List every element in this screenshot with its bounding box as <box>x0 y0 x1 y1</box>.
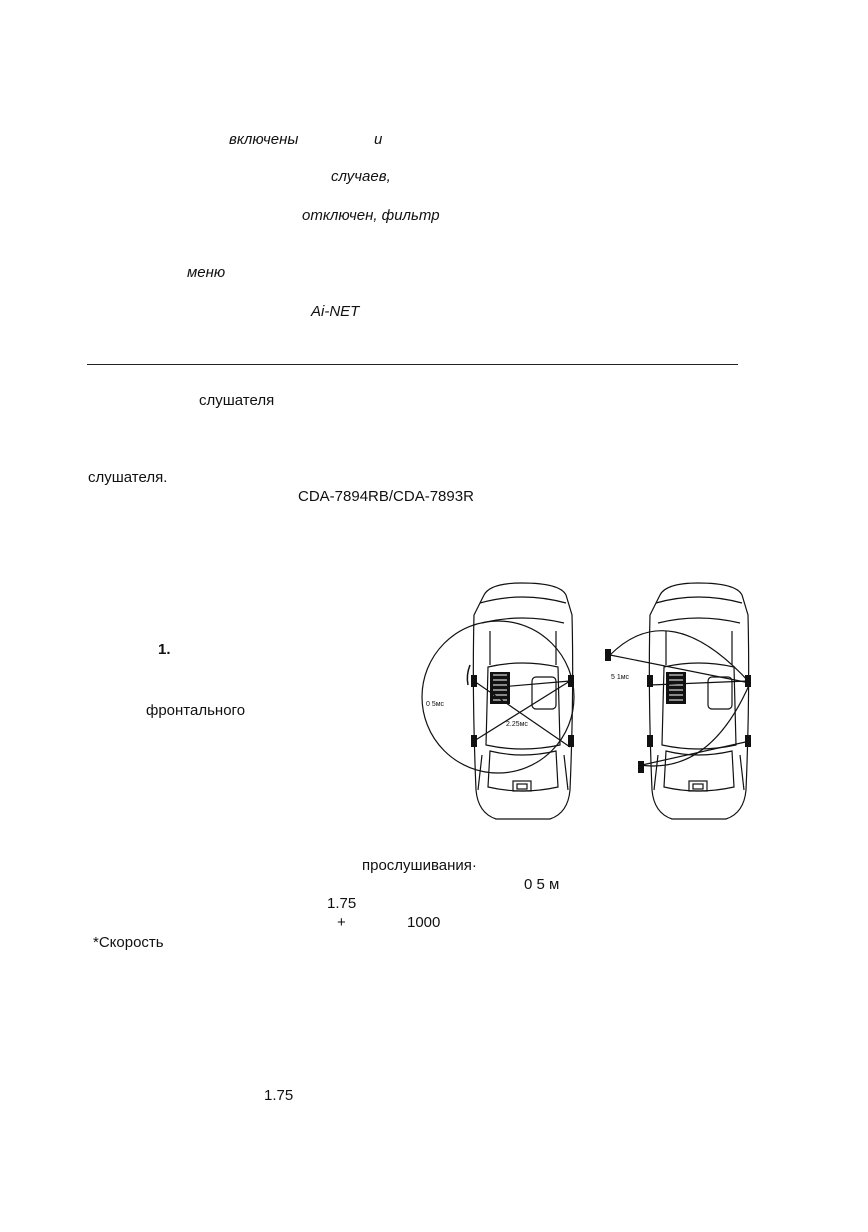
figure-label-left-2: 2.25мс <box>506 721 528 728</box>
text-vklyucheny: включены <box>229 131 299 148</box>
text-proslushivaniya: прослушивания· <box>362 857 477 874</box>
text-model-number: CDA-7894RB/CDA-7893R <box>298 488 474 505</box>
text-1000: 1000 <box>407 914 441 931</box>
text-skorost: *Скорость <box>93 934 164 951</box>
text-slushatelya: слушателя <box>199 392 275 409</box>
figure-label-right-1: 5 1мс <box>611 674 630 681</box>
car-left-outline <box>473 583 572 819</box>
car-right-seat <box>666 672 686 704</box>
car-right-speakers <box>605 649 751 773</box>
car-right-outline <box>649 583 748 819</box>
text-i: и <box>374 131 383 148</box>
text-menyu: меню <box>187 264 226 281</box>
speaker-delay-diagram <box>410 575 770 830</box>
text-plus: + <box>337 914 346 931</box>
text-slushatelya-period: слушателя. <box>88 469 168 486</box>
text-sluchaev: случаев, <box>331 168 391 185</box>
text-ai-net: Ai-NET <box>311 303 360 320</box>
text-1-75-a: 1.75 <box>327 895 357 912</box>
text-frontalnogo: фронтального <box>146 702 246 719</box>
text-otklyuchen-filtr: отключен, фильтр <box>302 207 440 224</box>
text-1-75-b: 1.75 <box>264 1087 294 1104</box>
figure-label-left-1: 0 5мс <box>426 701 445 708</box>
horizontal-rule <box>87 364 738 365</box>
text-step-number: 1. <box>158 641 171 658</box>
text-0-5-m: 0 5 м <box>524 876 560 893</box>
